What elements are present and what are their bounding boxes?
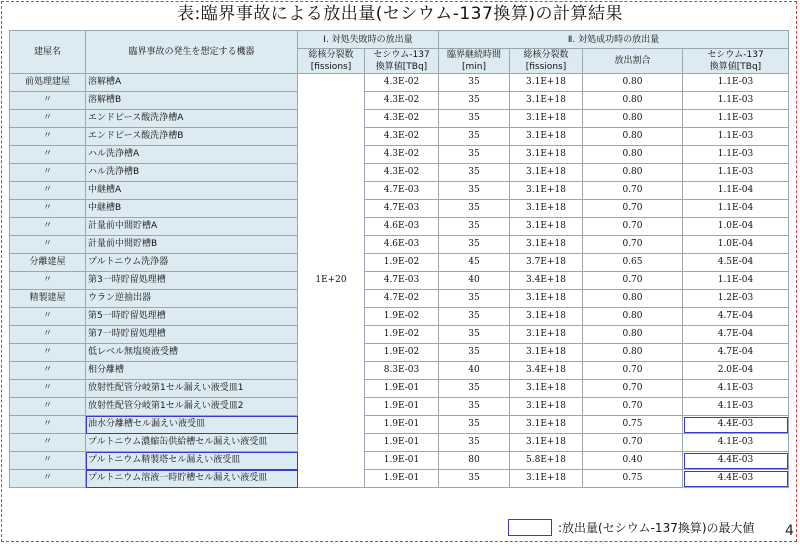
succ-cs137-cell: 4.7E-04 [683,308,789,326]
building-cell: 〃 [10,92,86,110]
succ-fissions-cell: 3.1E+18 [510,200,583,218]
succ-fissions-cell: 3.1E+18 [510,182,583,200]
building-cell: 〃 [10,434,86,452]
table-row [10,308,789,326]
building-cell: 精製建屋 [10,290,86,308]
succ-fissions-cell: 3.4E+18 [510,272,583,290]
succ-fissions-cell: 3.1E+18 [510,470,583,488]
page-title: 表:臨界事故による放出量(セシウム-137換算)の計算結果 [177,4,623,24]
legend-label: :放出量(セシウム-137換算)の最大値 [558,521,755,535]
succ-fissions-cell: 3.1E+18 [510,218,583,236]
building-cell: 〃 [10,308,86,326]
equipment-cell: 中継槽A [86,182,298,200]
release-ratio-cell: 0.40 [583,452,683,470]
release-ratio-cell: 0.80 [583,290,683,308]
duration-cell: 35 [439,236,510,254]
succ-cs137-cell: 1.1E-04 [683,272,789,290]
release-ratio-cell: 0.70 [583,236,683,254]
building-cell: 〃 [10,452,86,470]
fail-cs137-cell: 1.9E-02 [365,308,439,326]
release-ratio-cell: 0.70 [583,398,683,416]
duration-cell: 35 [439,380,510,398]
building-cell: 〃 [10,182,86,200]
release-ratio-cell: 0.65 [583,254,683,272]
succ-cs137-cell: 1.2E-03 [683,290,789,308]
succ-fissions-cell: 3.1E+18 [510,92,583,110]
table-row [10,218,789,236]
succ-fissions-cell: 3.1E+18 [510,434,583,452]
release-ratio-cell: 0.80 [583,146,683,164]
release-ratio-cell: 0.80 [583,110,683,128]
succ-cs137-cell: 4.1E-03 [683,398,789,416]
release-ratio-cell: 0.70 [583,362,683,380]
succ-cs137-cell: 1.1E-03 [683,146,789,164]
release-ratio-cell: 0.70 [583,272,683,290]
table-row [10,254,789,272]
table-row [10,416,789,434]
building-cell: 〃 [10,110,86,128]
table-row [10,380,789,398]
release-ratio-cell: 0.75 [583,416,683,434]
succ-fissions-cell: 3.4E+18 [510,362,583,380]
equipment-cell: 放射性配管分岐第1セル漏えい液受皿1 [86,380,298,398]
equipment-cell: プルトニウム溶液一時貯槽セル漏えい液受皿 [86,470,298,488]
succ-cs137-cell: 1.1E-04 [683,200,789,218]
duration-cell: 35 [439,128,510,146]
duration-cell: 35 [439,164,510,182]
succ-cs137-cell: 1.1E-03 [683,164,789,182]
fail-cs137-cell: 4.6E-03 [365,218,439,236]
col-equipment: 臨界事故の発生を想定する機器 [86,31,298,74]
group-success-header: Ⅱ. 対処成功時の放出量 [439,31,789,49]
succ-fissions-cell: 3.1E+18 [510,236,583,254]
succ-fissions-cell: 3.1E+18 [510,380,583,398]
release-ratio-cell: 0.80 [583,344,683,362]
result-table [9,30,789,488]
succ-fissions-cell: 5.8E+18 [510,452,583,470]
duration-cell: 40 [439,272,510,290]
building-cell: 〃 [10,146,86,164]
succ-cs137-cell: 4.4E-03 [683,416,789,434]
col-fail-cs137: セシウム-137 換算値[TBq] [365,49,439,74]
release-ratio-cell: 0.80 [583,308,683,326]
duration-cell: 35 [439,434,510,452]
col-fail-fissions: 総核分裂数 [fissions] [298,49,365,74]
fail-cs137-cell: 1.9E-01 [365,398,439,416]
table-row [10,470,789,488]
succ-fissions-cell: 3.1E+18 [510,326,583,344]
building-cell: 前処理建屋 [10,74,86,92]
equipment-cell: 中継槽B [86,200,298,218]
fail-cs137-cell: 4.3E-02 [365,146,439,164]
table-row [10,272,789,290]
table-row [10,128,789,146]
succ-cs137-cell: 1.1E-04 [683,182,789,200]
legend-swatch [508,519,552,536]
equipment-cell: プルトニウム精製塔セル漏えい液受皿 [86,452,298,470]
succ-fissions-cell: 3.1E+18 [510,344,583,362]
succ-cs137-cell: 4.5E-04 [683,254,789,272]
succ-fissions-cell: 3.7E+18 [510,254,583,272]
building-cell: 〃 [10,326,86,344]
building-cell: 〃 [10,470,86,488]
equipment-cell: 第7一時貯留処理槽 [86,326,298,344]
building-cell: 〃 [10,200,86,218]
group-fail-header: Ⅰ. 対処失敗時の放出量 [298,31,439,49]
equipment-cell: エンドピース酸洗浄槽B [86,128,298,146]
equipment-cell: ウラン逆抽出器 [86,290,298,308]
equipment-cell: ハル洗浄槽B [86,164,298,182]
equipment-cell: 第5一時貯留処理槽 [86,308,298,326]
building-cell: 〃 [10,380,86,398]
succ-cs137-cell: 1.1E-03 [683,92,789,110]
building-cell: 〃 [10,236,86,254]
fail-cs137-cell: 4.3E-02 [365,110,439,128]
building-cell: 〃 [10,398,86,416]
building-cell: 分離建屋 [10,254,86,272]
succ-cs137-cell: 2.0E-04 [683,362,789,380]
table-row [10,146,789,164]
fail-cs137-cell: 1.9E-02 [365,254,439,272]
duration-cell: 35 [439,182,510,200]
succ-cs137-cell: 4.1E-03 [683,434,789,452]
equipment-cell: プルトニウム濃縮缶供給槽セル漏えい液受皿 [86,434,298,452]
building-cell: 〃 [10,272,86,290]
table-row [10,398,789,416]
duration-cell: 35 [439,326,510,344]
duration-cell: 35 [439,290,510,308]
succ-fissions-cell: 3.1E+18 [510,110,583,128]
succ-cs137-cell: 4.4E-03 [683,452,789,470]
building-cell: 〃 [10,344,86,362]
succ-cs137-cell: 1.1E-03 [683,128,789,146]
succ-fissions-cell: 3.1E+18 [510,416,583,434]
duration-cell: 45 [439,254,510,272]
succ-fissions-cell: 3.1E+18 [510,398,583,416]
duration-cell: 35 [439,110,510,128]
table-row [10,290,789,308]
table-row [10,200,789,218]
duration-cell: 35 [439,200,510,218]
table-row [10,236,789,254]
table-row [10,74,789,92]
succ-cs137-cell: 4.1E-03 [683,380,789,398]
table-row [10,110,789,128]
fail-cs137-cell: 4.7E-02 [365,290,439,308]
table-body [10,74,789,488]
duration-cell: 35 [439,308,510,326]
succ-fissions-cell: 3.1E+18 [510,290,583,308]
succ-fissions-cell: 3.1E+18 [510,146,583,164]
fail-cs137-cell: 1.9E-01 [365,452,439,470]
release-ratio-cell: 0.75 [583,470,683,488]
fail-cs137-cell: 4.3E-02 [365,92,439,110]
succ-fissions-cell: 3.1E+18 [510,128,583,146]
succ-cs137-cell: 1.1E-03 [683,74,789,92]
equipment-cell: 低レベル無塩廃液受槽 [86,344,298,362]
duration-cell: 35 [439,416,510,434]
fail-cs137-cell: 1.9E-02 [365,344,439,362]
release-ratio-cell: 0.70 [583,182,683,200]
building-cell: 〃 [10,164,86,182]
table-row [10,344,789,362]
release-ratio-cell: 0.80 [583,326,683,344]
fail-cs137-cell: 4.7E-03 [365,272,439,290]
col-succ-cs137: セシウム-137 換算値[TBq] [683,49,789,74]
duration-cell: 35 [439,92,510,110]
equipment-cell: 溶解槽B [86,92,298,110]
table-row [10,362,789,380]
col-building: 建屋名 [10,31,86,74]
table-row [10,434,789,452]
duration-cell: 35 [439,218,510,236]
duration-cell: 40 [439,362,510,380]
equipment-cell: プルトニウム洗浄器 [86,254,298,272]
fail-cs137-cell: 4.6E-03 [365,236,439,254]
succ-fissions-cell: 3.1E+18 [510,74,583,92]
duration-cell: 35 [439,398,510,416]
equipment-cell: 計量前中間貯槽A [86,218,298,236]
succ-fissions-cell: 3.1E+18 [510,308,583,326]
fail-cs137-cell: 1.9E-02 [365,326,439,344]
release-ratio-cell: 0.80 [583,128,683,146]
table-row [10,452,789,470]
succ-cs137-cell: 1.0E-04 [683,236,789,254]
equipment-cell: 計量前中間貯槽B [86,236,298,254]
succ-cs137-cell: 4.7E-04 [683,344,789,362]
fail-cs137-cell: 4.7E-03 [365,200,439,218]
equipment-cell: 相分離槽 [86,362,298,380]
succ-fissions-cell: 3.1E+18 [510,164,583,182]
succ-cs137-cell: 1.1E-03 [683,110,789,128]
building-cell: 〃 [10,128,86,146]
col-duration: 臨界継続時間 [min] [439,49,510,74]
equipment-cell: 第3一時貯留処理槽 [86,272,298,290]
equipment-cell: 放射性配管分岐第1セル漏えい液受皿2 [86,398,298,416]
building-cell: 〃 [10,218,86,236]
release-ratio-cell: 0.70 [583,434,683,452]
fail-cs137-cell: 4.3E-02 [365,164,439,182]
fail-cs137-cell: 4.7E-03 [365,182,439,200]
corner-mark: 4 [785,523,794,539]
succ-cs137-cell: 4.4E-03 [683,470,789,488]
col-succ-fissions: 総核分裂数 [fissions] [510,49,583,74]
release-ratio-cell: 0.70 [583,380,683,398]
fail-cs137-cell: 1.9E-01 [365,380,439,398]
release-ratio-cell: 0.80 [583,92,683,110]
duration-cell: 35 [439,344,510,362]
table-row [10,92,789,110]
fail-cs137-cell: 4.3E-02 [365,128,439,146]
equipment-cell: 油水分離槽セル漏えい液受皿 [86,416,298,434]
fail-cs137-cell: 1.9E-01 [365,470,439,488]
succ-cs137-cell: 1.0E-04 [683,218,789,236]
fail-cs137-cell: 1.9E-01 [365,416,439,434]
duration-cell: 35 [439,470,510,488]
fail-cs137-cell: 8.3E-03 [365,362,439,380]
equipment-cell: ハル洗浄槽A [86,146,298,164]
release-ratio-cell: 0.80 [583,164,683,182]
duration-cell: 80 [439,452,510,470]
duration-cell: 35 [439,74,510,92]
table-row [10,326,789,344]
release-ratio-cell: 0.80 [583,74,683,92]
table-row [10,164,789,182]
table-row [10,182,789,200]
fail-cs137-cell: 1.9E-01 [365,434,439,452]
duration-cell: 35 [439,146,510,164]
release-ratio-cell: 0.70 [583,200,683,218]
building-cell: 〃 [10,362,86,380]
equipment-cell: エンドピース酸洗浄槽A [86,110,298,128]
col-release-ratio: 放出割合 [583,49,683,74]
fail-total-fissions-cell: 1E+20 [298,74,365,488]
building-cell: 〃 [10,416,86,434]
equipment-cell: 溶解槽A [86,74,298,92]
release-ratio-cell: 0.70 [583,218,683,236]
succ-cs137-cell: 4.7E-04 [683,326,789,344]
fail-cs137-cell: 4.3E-02 [365,74,439,92]
